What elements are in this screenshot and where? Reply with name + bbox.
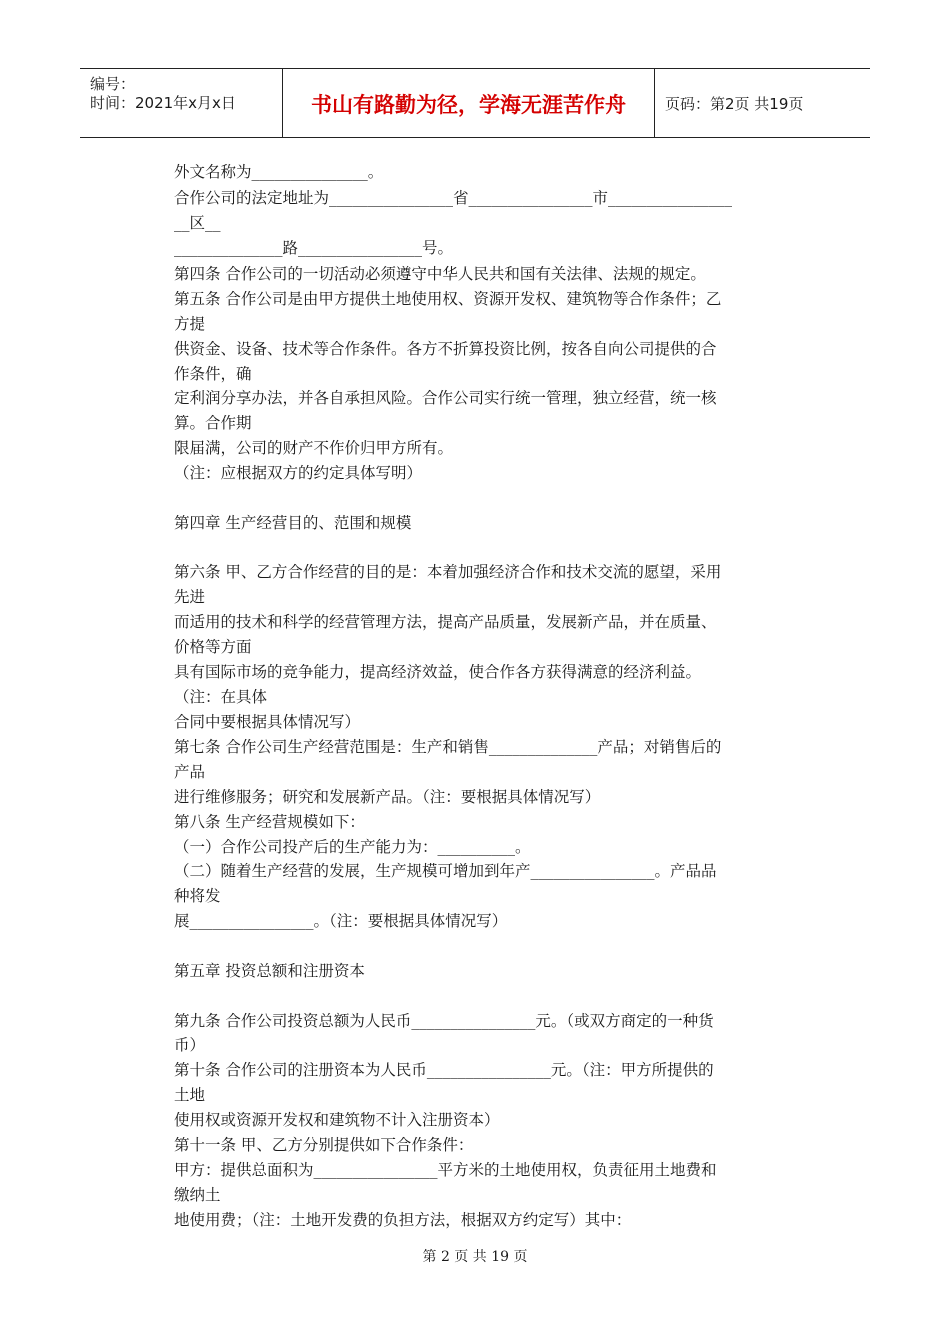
chapter-heading: 第四章 生产经营目的、范围和规模	[174, 514, 412, 532]
paragraph-line: 定利润分享办法，并各自承担风险。合作公司实行统一管理，独立经营，统一核	[174, 389, 717, 407]
paragraph-line: 甲方：提供总面积为________________平方米的土地使用权，负责征用土地费和	[174, 1161, 717, 1179]
paragraph-line: 土地	[174, 1086, 206, 1104]
chapter-heading: 第五章 投资总额和注册资本	[174, 962, 365, 980]
paragraph-line: 供资金、设备、技术等合作条件。各方不折算投资比例，按各自向公司提供的合	[174, 340, 717, 358]
paragraph-line: 种将发	[174, 887, 221, 905]
paragraph-line: （注：在具体	[174, 688, 268, 706]
paragraph-line: 地使用费；（注：土地开发费的负担方法，根据双方约定写）其中：	[174, 1211, 632, 1229]
header-motto-cell	[283, 69, 655, 137]
paragraph-line: 限届满，公司的财产不作价归甲方所有。	[174, 439, 454, 457]
paragraph-line: 缴纳土	[174, 1186, 221, 1204]
paragraph-line: 先进	[174, 588, 206, 606]
paragraph-line: 第十一条 甲、乙方分别提供如下合作条件：	[174, 1136, 474, 1154]
paragraph-line: （注：应根据双方的约定具体写明）	[174, 464, 423, 482]
paragraph-line: 第四条 合作公司的一切活动必须遵守中华人民共和国有关法律、法规的规定。	[174, 265, 706, 283]
document-date: 时间：2021年x月x日	[90, 94, 236, 112]
paragraph-line: 第五条 合作公司是由甲方提供土地使用权、资源开发权、建筑物等合作条件；乙	[174, 290, 722, 308]
paragraph-line: 价格等方面	[174, 638, 252, 656]
paragraph-line: 算。合作期	[174, 414, 252, 432]
header-motto: 书山有路勤为径，学海无涯苦作舟	[311, 93, 626, 117]
paragraph-line: 具有国际市场的竞争能力，提高经济效益，使合作各方获得满意的经济利益。	[174, 663, 702, 681]
paragraph-line: 第十条 合作公司的注册资本为人民币________________元。（注：甲方所提供的	[174, 1061, 714, 1079]
page-footer: 第 2 页 共 19 页	[422, 1249, 528, 1265]
paragraph-line: （一）合作公司投产后的生产能力为：__________。	[174, 838, 531, 856]
paragraph-line: 第八条 生产经营规模如下：	[174, 813, 365, 831]
paragraph-line: ______________路________________号。	[174, 239, 454, 257]
paragraph-line: 而适用的技术和科学的经营管理方法，提高产品质量，发展新产品，并在质量、	[174, 613, 717, 631]
paragraph-line: （二）随着生产经营的发展，生产规模可增加到年产________________。产品品	[174, 862, 717, 880]
paragraph-line: 产品	[174, 763, 206, 781]
paragraph-line: 合同中要根据具体情况写）	[174, 713, 361, 731]
page-header	[80, 68, 870, 138]
paragraph-line: 进行维修服务；研究和发展新产品。（注：要根据具体情况写）	[174, 788, 601, 806]
paragraph-line: 合作公司的法定地址为________________省________________市________________	[174, 189, 733, 207]
paragraph-line: __区__	[174, 214, 221, 232]
document-number-label: 编号：	[90, 75, 136, 93]
paragraph-line: 作条件，确	[174, 365, 252, 383]
paragraph-line: 第九条 合作公司投资总额为人民币________________元。（或双方商定的一种货	[174, 1012, 714, 1030]
paragraph-line: 展________________。（注：要根据具体情况写）	[174, 912, 508, 930]
header-meta	[80, 69, 283, 137]
header-page-info: 页码：第2页 共19页	[665, 95, 804, 113]
paragraph-line: 使用权或资源开发权和建筑物不计入注册资本）	[174, 1111, 500, 1129]
paragraph-line: 方提	[174, 315, 206, 333]
paragraph-line: 外文名称为_______________。	[174, 163, 384, 181]
paragraph-line: 币）	[174, 1036, 206, 1054]
paragraph-line: 第六条 甲、乙方合作经营的目的是：本着加强经济合作和技术交流的愿望，采用	[174, 563, 722, 581]
paragraph-line: 第七条 合作公司生产经营范围是：生产和销售______________产品；对销售后的	[174, 738, 722, 756]
header-page-cell	[655, 69, 870, 137]
